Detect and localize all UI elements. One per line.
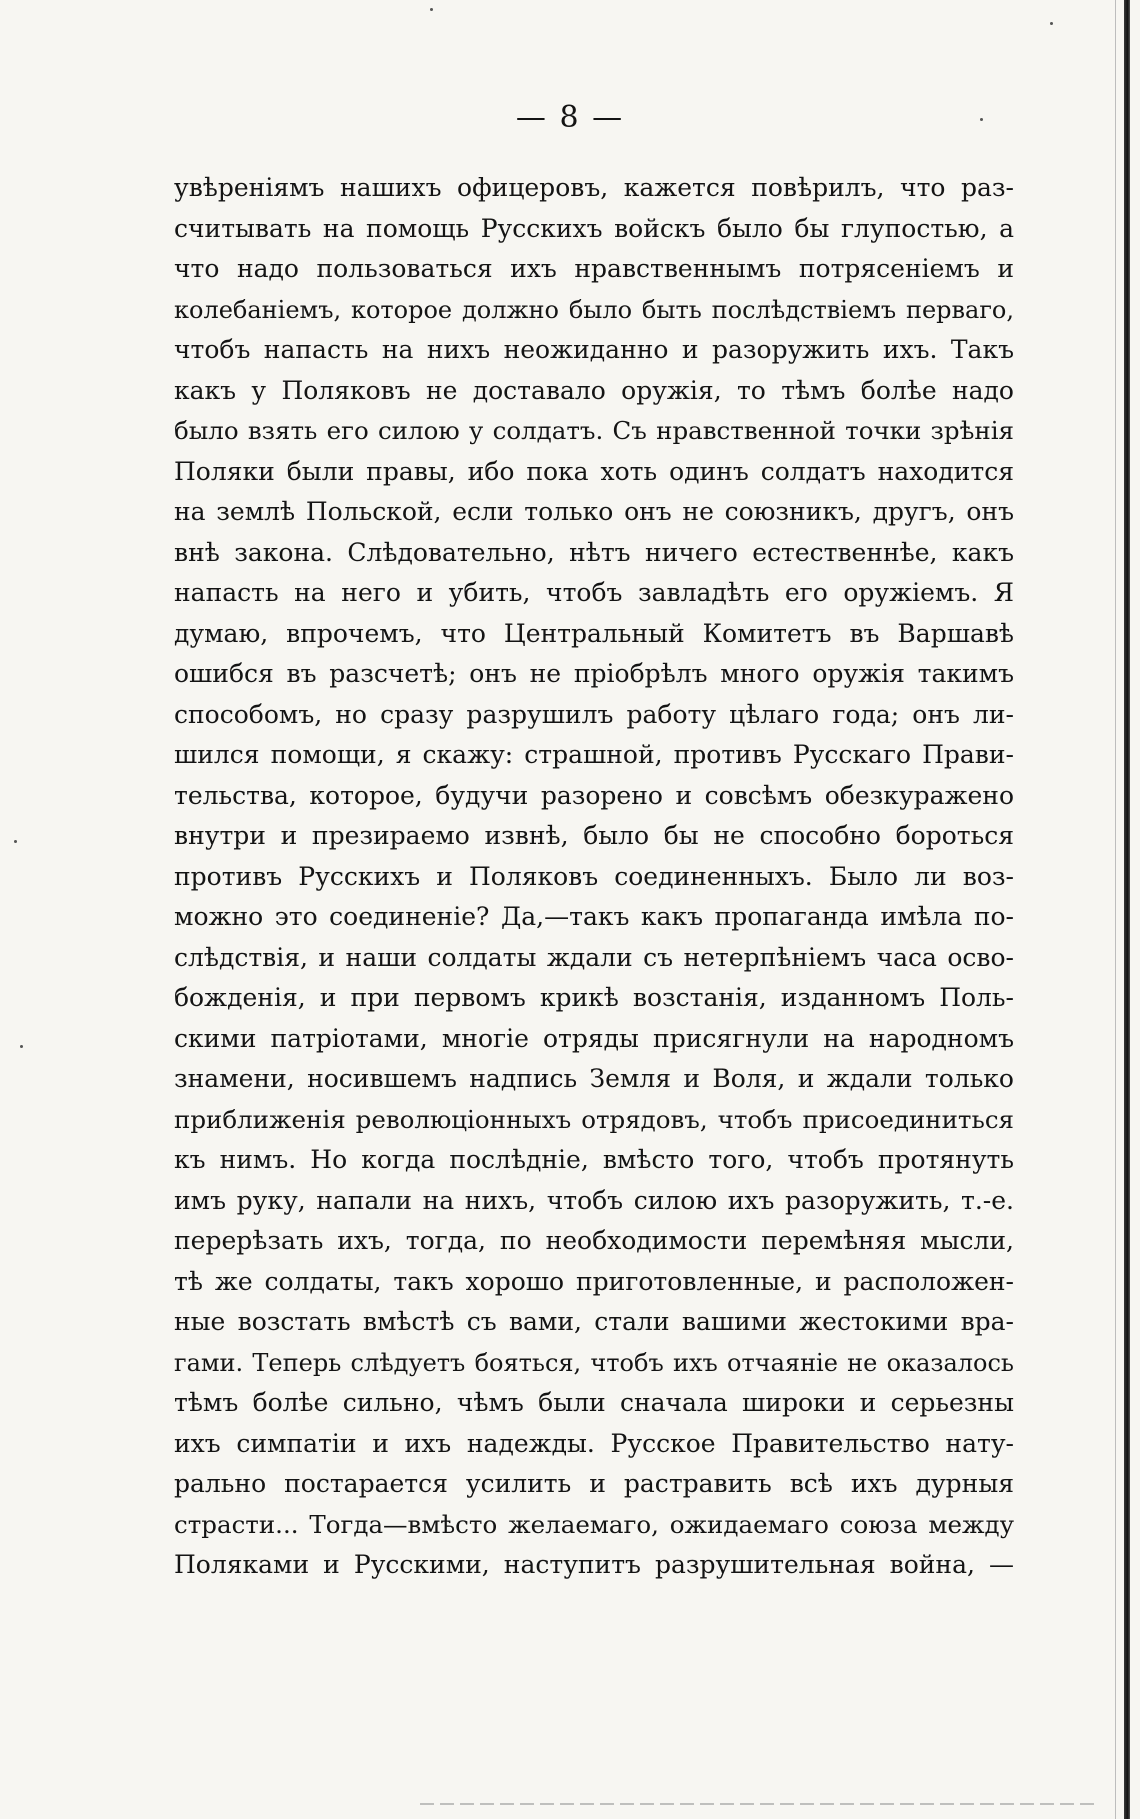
text-line: что надо пользоваться ихъ нравственнымъ потрясеніемъ и xyxy=(174,254,1014,283)
text-line: шился помощи, я скажу: страшной, противъ Русскаго Прави- xyxy=(174,740,1014,769)
text-line: можно это соединеніе? Да,—такъ какъ пропаганда имѣла по- xyxy=(174,902,1014,931)
text-line: на землѣ Польской, если только онъ не союзникъ, другъ, онъ xyxy=(174,497,1014,526)
text-line: перерѣзать ихъ, тогда, по необходимости перемѣняя мысли, xyxy=(174,1226,1014,1255)
page-fold-line xyxy=(1115,0,1116,1819)
text-line: думаю, впрочемъ, что Центральный Комитетъ въ Варшавѣ xyxy=(174,618,1014,648)
text-line: ихъ симпатіи и ихъ надежды. Русское Правительство нату- xyxy=(174,1428,1014,1458)
text-line: рально постарается усилить и растравить всѣ ихъ дурныя xyxy=(174,1469,1014,1498)
text-line: какъ у Поляковъ не доставало оружія, то тѣмъ болѣе надо xyxy=(174,375,1014,405)
text-line: скими патріотами, многіе отряды присягнули на народномъ xyxy=(174,1023,1014,1053)
text-line: слѣдствія, и наши солдаты ждали съ нетерпѣніемъ часа осво- xyxy=(174,942,1014,972)
text-line: чтобъ напасть на нихъ неожиданно и разоружить ихъ. Такъ xyxy=(174,335,1014,364)
text-line: приближенія революціонныхъ отрядовъ, чтобъ присоединиться xyxy=(174,1104,1014,1134)
text-line: колебаніемъ, которое должно было быть послѣдствіемъ перваго, xyxy=(174,295,1014,324)
text-line: тѣ же солдаты, такъ хорошо приготовленные, и расположен- xyxy=(174,1266,1014,1296)
text-line: тѣмъ болѣе сильно, чѣмъ были сначала широки и серьезны xyxy=(174,1388,1014,1417)
page-binding-edge xyxy=(1124,0,1130,1819)
scan-speck xyxy=(1050,22,1053,25)
page-number: — 8 — xyxy=(515,100,625,135)
text-line: внѣ закона. Слѣдовательно, нѣтъ ничего естественнѣе, какъ xyxy=(174,537,1014,567)
scan-speck xyxy=(20,1045,23,1048)
text-line: къ нимъ. Но когда послѣдніе, вмѣсто того, чтобъ протянуть xyxy=(174,1145,1014,1174)
text-line: ошибся въ разсчетѣ; онъ не пріобрѣлъ много оружія такимъ xyxy=(174,659,1014,688)
bottom-edge-marks xyxy=(420,1803,1100,1805)
text-line: было взять его силою у солдатъ. Съ нравственной точки зрѣнія xyxy=(174,416,1014,445)
scan-speck xyxy=(430,8,433,11)
text-line: способомъ, но сразу разрушилъ работу цѣлаго года; онъ ли- xyxy=(174,699,1014,729)
text-line: считывать на помощь Русскихъ войскъ было бы глупостью, а xyxy=(174,213,1014,243)
text-line: имъ руку, напали на нихъ, чтобъ силою ихъ разоружить, т.-е. xyxy=(174,1185,1014,1215)
scan-speck xyxy=(14,840,17,843)
text-line: противъ Русскихъ и Поляковъ соединенныхъ. Было ли воз- xyxy=(174,861,1014,891)
text-line: напасть на него и убить, чтобъ завладѣть его оружіемъ. Я xyxy=(174,578,1014,607)
text-line: Поляки были правы, ибо пока хоть одинъ солдатъ находится xyxy=(174,456,1014,486)
page-body xyxy=(174,168,1014,1586)
text-line: внутри и презираемо извнѣ, было бы не способно бороться xyxy=(174,821,1014,850)
text-line: ные возстать вмѣстѣ съ вами, стали вашими жестокими вра- xyxy=(174,1307,1014,1336)
text-line: божденія, и при первомъ крикѣ возстанія, изданномъ Поль- xyxy=(174,983,1014,1012)
text-line: тельства, которое, будучи разорено и совсѣмъ обезкуражено xyxy=(174,780,1014,810)
text-line: гами. Теперь слѣдуетъ бояться, чтобъ ихъ отчаяніе не оказалось xyxy=(174,1348,1014,1377)
text-line: страсти... Тогда—вмѣсто желаемаго, ожидаемаго союза между xyxy=(174,1509,1014,1539)
text-line: увѣреніямъ нашихъ офицеровъ, кажется повѣрилъ, что раз- xyxy=(174,173,1014,202)
text-line: знамени, носившемъ надпись Земля и Воля, и ждали только xyxy=(174,1064,1014,1093)
text-line: Поляками и Русскими, наступитъ разрушительная война, — xyxy=(174,1550,1014,1579)
